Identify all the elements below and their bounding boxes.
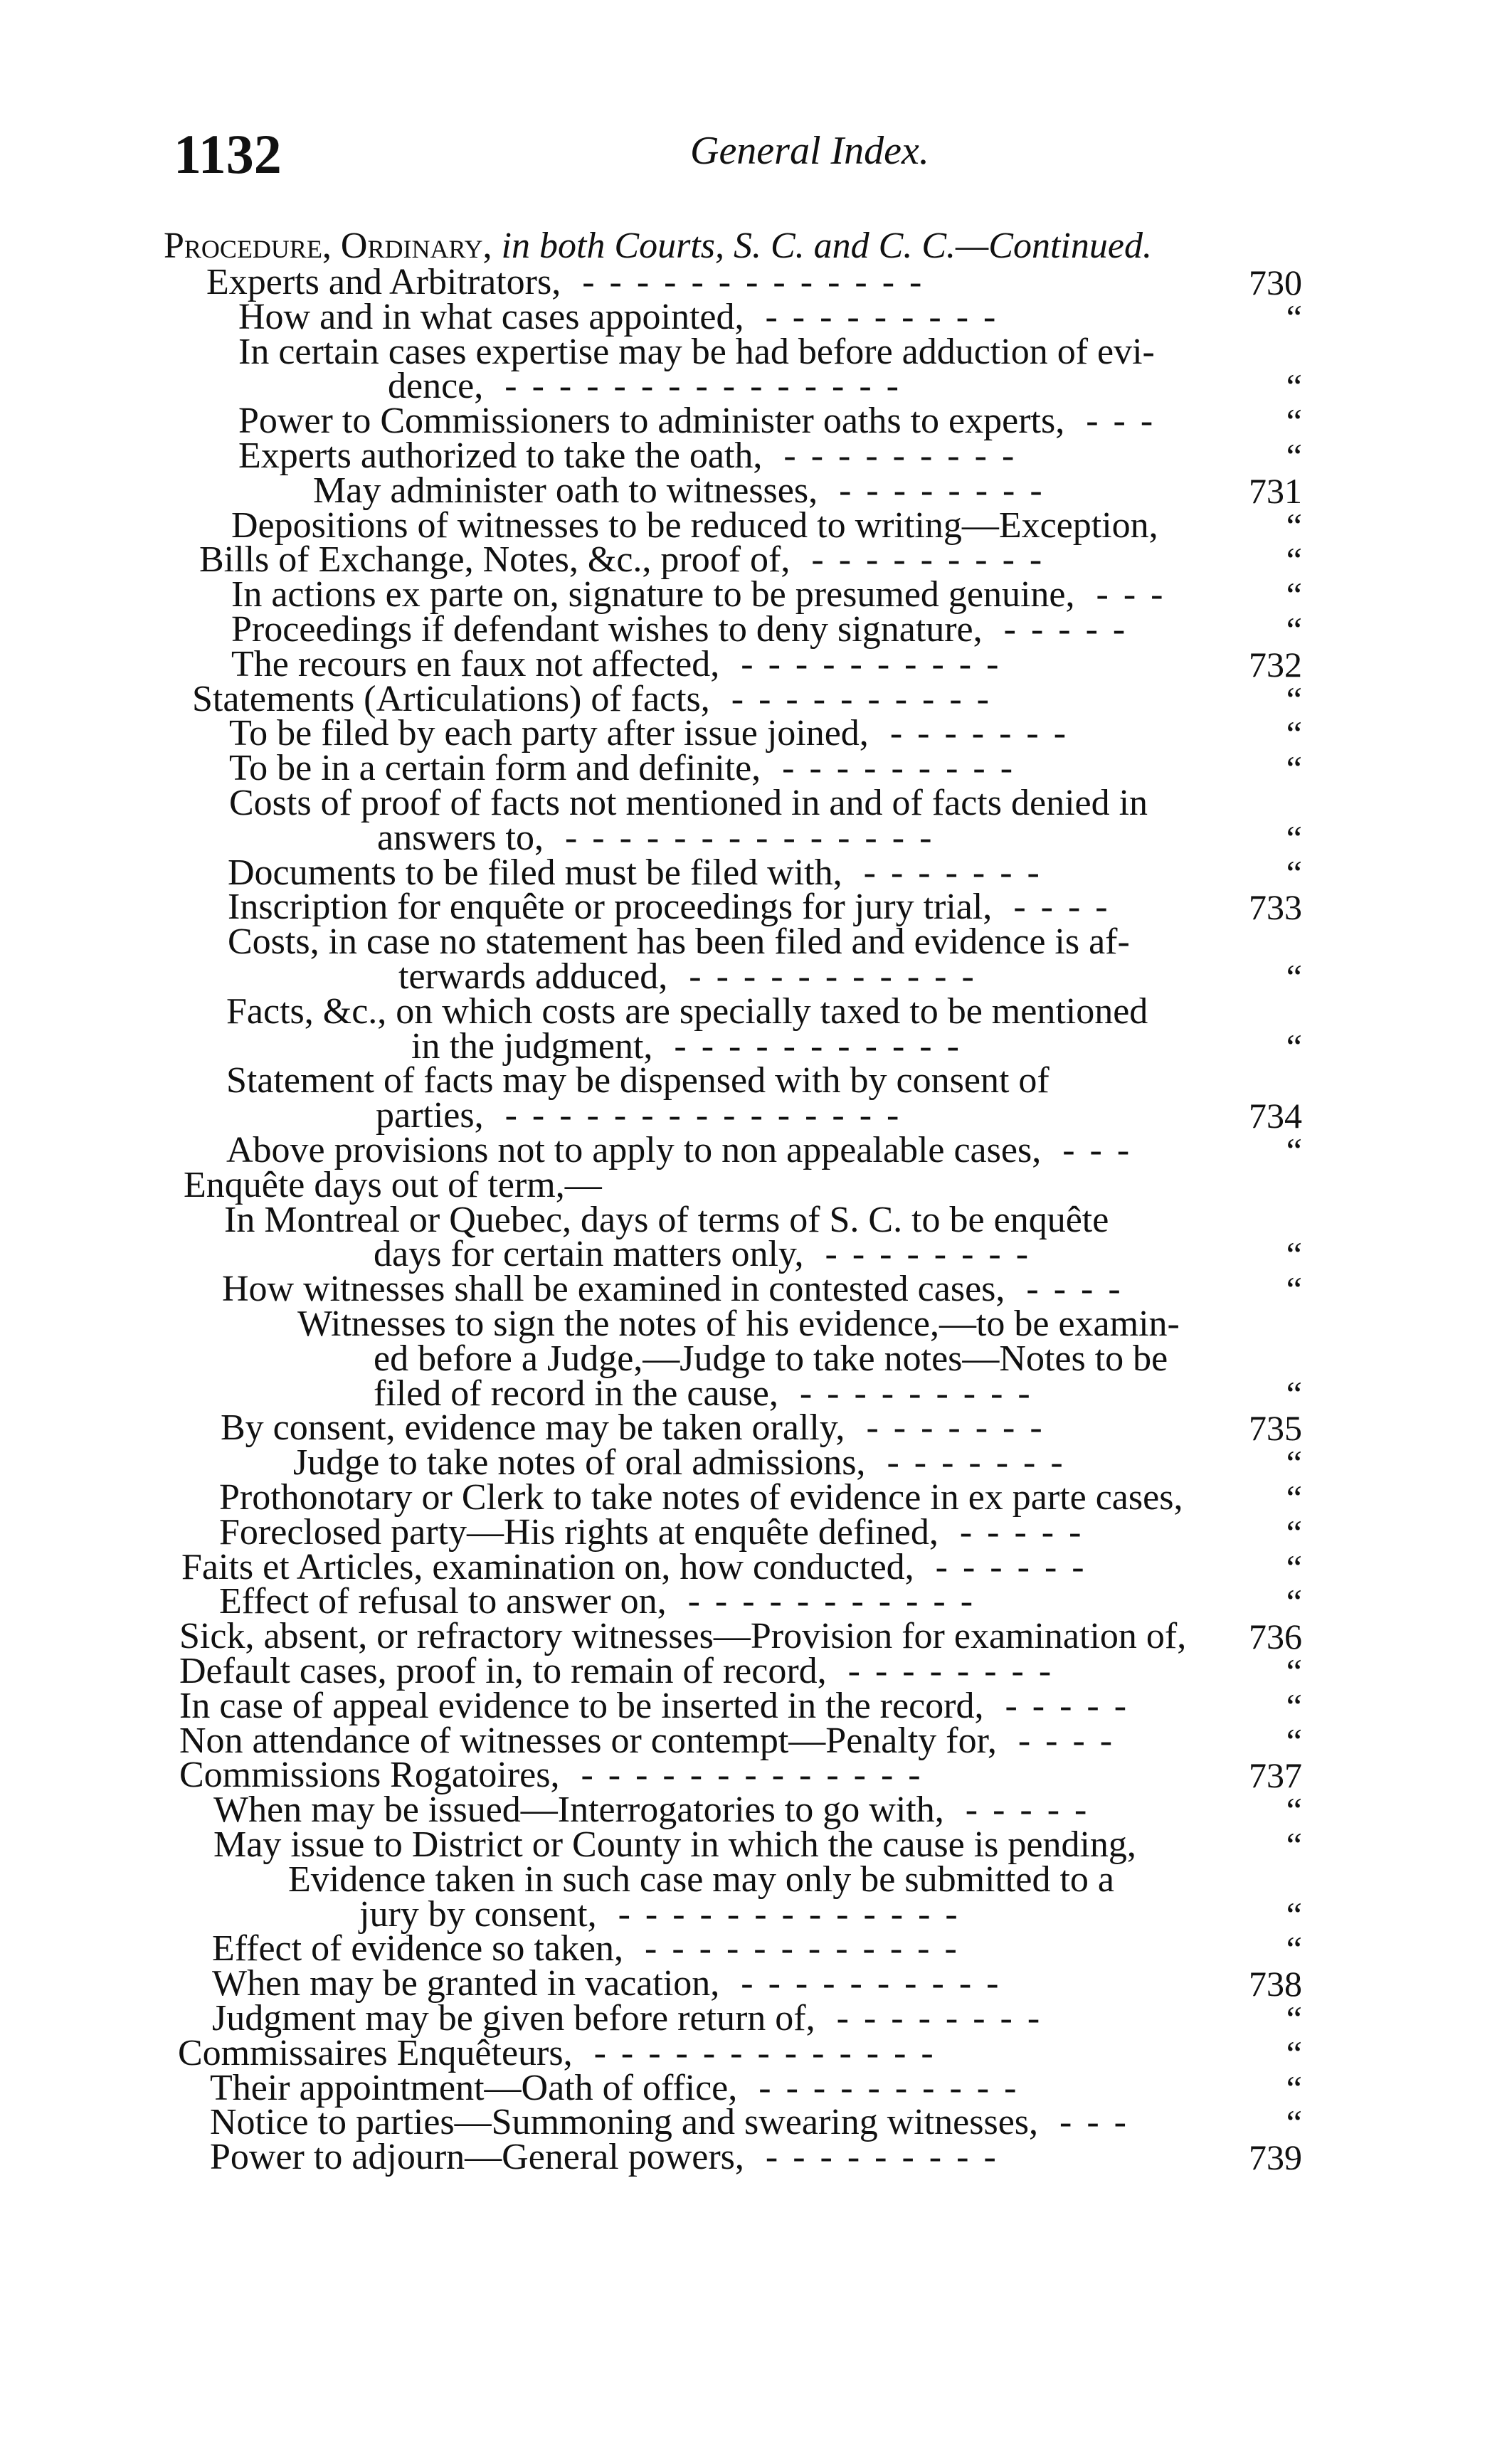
dot-leader: - - - - - - - bbox=[887, 1442, 1066, 1483]
dot-leader: - - - - bbox=[1013, 887, 1111, 927]
page-reference: “ bbox=[1286, 436, 1302, 476]
page-reference: “ bbox=[1286, 853, 1302, 893]
entry-text: In case of appeal evidence to be inserted in the record, bbox=[179, 1686, 984, 1726]
dot-leader: - - - - - - - - - - - - - - - bbox=[504, 366, 902, 406]
dot-leader: - - - - - - - - - - - - - - bbox=[564, 818, 935, 858]
page-reference: “ bbox=[1286, 1790, 1302, 1830]
entry-text: Inscription for enquête or proceedings for jury trial, bbox=[228, 887, 993, 927]
index-entry bbox=[231, 576, 1302, 614]
index-entry bbox=[178, 2034, 1302, 2073]
page-reference: 733 bbox=[1249, 887, 1302, 927]
page-reference: 735 bbox=[1249, 1408, 1302, 1448]
page-reference: “ bbox=[1286, 401, 1302, 441]
index-entry bbox=[210, 2103, 1302, 2142]
entry-text: Their appointment—Oath of office, bbox=[210, 2068, 738, 2108]
dot-leader: - - - - - - - - - - bbox=[731, 679, 992, 719]
entry-text: By consent, evidence may be taken orally, bbox=[221, 1407, 845, 1448]
page-number: 1132 bbox=[174, 123, 282, 185]
page-reference: “ bbox=[1286, 1235, 1302, 1274]
entry-text: Enquête days out of term,— bbox=[184, 1165, 602, 1205]
entry-text: Non attendance of witnesses or contempt—Penalty for, bbox=[179, 1720, 997, 1761]
page-reference: “ bbox=[1286, 957, 1302, 997]
entry-text: To be filed by each party after issue joined, bbox=[229, 713, 869, 754]
index-entry bbox=[388, 367, 1302, 406]
entry-text: Faits et Articles, examination on, how conducted, bbox=[181, 1547, 914, 1587]
entry-text: Sick, absent, or refractory witnesses—Provision for examination of, bbox=[179, 1616, 1187, 1656]
index-entry bbox=[293, 1444, 1302, 1482]
page-reference: “ bbox=[1286, 2103, 1302, 2142]
dot-leader: - - - - bbox=[1026, 1269, 1124, 1309]
page-reference: 737 bbox=[1249, 1755, 1302, 1795]
page-reference: 738 bbox=[1249, 1964, 1302, 2004]
dot-leader: - - - - - bbox=[965, 1790, 1090, 1830]
index-entry bbox=[398, 958, 1302, 996]
index-entry bbox=[376, 1096, 1302, 1135]
dot-leader: - - - - - - - - - bbox=[782, 748, 1016, 788]
entry-text: How and in what cases appointed, bbox=[238, 297, 744, 337]
page-reference: 736 bbox=[1249, 1617, 1302, 1656]
page-reference: “ bbox=[1286, 2068, 1302, 2108]
page-reference: “ bbox=[1286, 1825, 1302, 1865]
dot-leader: - - - bbox=[1086, 401, 1156, 441]
entry-text: Power to adjourn—General powers, bbox=[210, 2137, 744, 2177]
entry-text: Above provisions not to apply to non appealable cases, bbox=[226, 1130, 1042, 1170]
page-reference: “ bbox=[1286, 1999, 1302, 2039]
page-reference: “ bbox=[1286, 1929, 1302, 1969]
index-entry bbox=[238, 298, 1302, 337]
index-entry bbox=[213, 1826, 1302, 1864]
page-reference: “ bbox=[1286, 749, 1302, 788]
page-reference: “ bbox=[1286, 1548, 1302, 1587]
entry-text: Experts and Arbitrators, bbox=[206, 262, 561, 302]
index-entry bbox=[238, 437, 1302, 475]
index-entry bbox=[210, 2138, 1302, 2177]
index-entry bbox=[219, 1582, 1302, 1621]
dot-leader: - - - - - - - - - bbox=[765, 2137, 999, 2177]
entry-text: How witnesses shall be examined in contested cases, bbox=[222, 1269, 1005, 1309]
page-reference: “ bbox=[1286, 1895, 1302, 1935]
dot-leader: - - - - - - - - - - - - - - - bbox=[504, 1095, 902, 1136]
section-title-rest: S. C. and C. C.—Continued. bbox=[734, 226, 1152, 266]
entry-text: Effect of evidence so taken, bbox=[212, 1928, 623, 1969]
dot-leader: - - - - - - - - - - bbox=[758, 2068, 1020, 2108]
entry-text: Judge to take notes of oral admissions, bbox=[293, 1442, 866, 1483]
index-entry bbox=[213, 1791, 1302, 1829]
dot-leader: - - - bbox=[1059, 2102, 1129, 2142]
index-entry bbox=[212, 1965, 1302, 2003]
section-title-italic: in both Courts, bbox=[501, 226, 724, 266]
page-reference: “ bbox=[1286, 1651, 1302, 1691]
page-reference: “ bbox=[1286, 2034, 1302, 2073]
page-reference: “ bbox=[1286, 575, 1302, 615]
index-entry bbox=[297, 1305, 1302, 1343]
dot-leader: - - - - - - - - - bbox=[783, 435, 1017, 476]
entry-text: Proceedings if defendant wishes to deny signature, bbox=[231, 609, 983, 650]
index-entry bbox=[288, 1861, 1302, 1899]
entry-text: in the judgment, bbox=[411, 1026, 653, 1067]
index-entry bbox=[228, 888, 1302, 926]
index-entry bbox=[229, 714, 1302, 753]
page-reference: “ bbox=[1286, 1513, 1302, 1553]
index-entry bbox=[226, 993, 1302, 1031]
entry-text: In actions ex parte on, signature to be presumed genuine, bbox=[231, 574, 1075, 615]
dot-leader: - - - - - - - - bbox=[836, 1998, 1043, 2039]
entry-text: Foreclosed party—His rights at enquête defined, bbox=[219, 1512, 939, 1553]
page-reference: “ bbox=[1286, 818, 1302, 858]
index-entry bbox=[179, 1756, 1302, 1794]
entry-text: days for certain matters only, bbox=[374, 1234, 804, 1274]
dot-leader: - - - - - - - - - - - - - bbox=[593, 2033, 936, 2073]
dot-leader: - - - - - - - bbox=[866, 1407, 1045, 1448]
dot-leader: - - - - - - - - bbox=[847, 1651, 1054, 1691]
page-reference: “ bbox=[1286, 714, 1302, 754]
index-entry bbox=[179, 1687, 1302, 1725]
entry-text: Effect of refusal to answer on, bbox=[219, 1581, 667, 1622]
dot-leader: - - - - - - - - - bbox=[799, 1373, 1033, 1414]
entry-text: Bills of Exchange, Notes, &c., proof of, bbox=[199, 539, 791, 580]
page-reference: “ bbox=[1286, 297, 1302, 337]
dot-leader: - - - - - - bbox=[935, 1547, 1087, 1587]
index-entry bbox=[184, 1166, 1302, 1205]
index-entry bbox=[231, 645, 1302, 684]
index-entry bbox=[179, 1617, 1302, 1656]
entry-text: answers to, bbox=[377, 818, 544, 858]
entry-text: Experts authorized to take the oath, bbox=[238, 435, 763, 476]
dot-leader: - - - bbox=[1062, 1130, 1133, 1170]
entry-text: May issue to District or County in which the cause is pending, bbox=[213, 1824, 1136, 1865]
dot-leader: - - - - - - - - - - - bbox=[674, 1026, 962, 1067]
dot-leader: - - - - - - - - - bbox=[811, 539, 1045, 580]
entry-text: Commissaires Enquêteurs, bbox=[178, 2033, 573, 2073]
entry-text: When may be granted in vacation, bbox=[212, 1963, 720, 2004]
dot-leader: - - - - - - - - - - - - - bbox=[582, 262, 925, 302]
entry-text: In certain cases expertise may be had before adduction of evi- bbox=[238, 332, 1155, 372]
page-reference: 732 bbox=[1249, 645, 1302, 684]
index-entry bbox=[221, 1409, 1302, 1447]
dot-leader: - - - - - - - - - - - bbox=[689, 956, 977, 997]
index-entry bbox=[229, 784, 1302, 823]
dot-leader: - - - - - - - - - - bbox=[741, 1963, 1002, 2004]
entry-text: Judgment may be given before return of, bbox=[212, 1998, 815, 2039]
dot-leader: - - - - - - - bbox=[889, 713, 1069, 754]
dot-leader: - - - - - - - - - - - bbox=[687, 1581, 976, 1622]
dot-leader: - - - - - bbox=[959, 1512, 1084, 1553]
entry-text: Evidence taken in such case may only be submitted to a bbox=[288, 1859, 1114, 1900]
index-entry bbox=[219, 1513, 1302, 1552]
index-entry bbox=[313, 472, 1302, 510]
entry-text: Costs, in case no statement has been filed and evidence is af- bbox=[228, 921, 1130, 962]
index-entry bbox=[219, 1479, 1302, 1517]
index-entry bbox=[222, 1270, 1302, 1309]
index-entry bbox=[229, 749, 1302, 788]
dot-leader: - - - bbox=[1096, 574, 1166, 615]
page-reference: “ bbox=[1286, 1582, 1302, 1622]
dot-leader: - - - - - bbox=[1003, 609, 1128, 650]
page-reference: 734 bbox=[1249, 1096, 1302, 1136]
section-title-smallcaps: Procedure, Ordinary, bbox=[164, 226, 492, 266]
index-entry bbox=[179, 1652, 1302, 1691]
page-reference: “ bbox=[1286, 506, 1302, 546]
entry-text: When may be issued—Interrogatories to go with, bbox=[213, 1790, 944, 1830]
section-heading bbox=[164, 225, 1152, 267]
entry-text: Statement of facts may be dispensed with by consent of bbox=[226, 1060, 1050, 1101]
index-entry bbox=[374, 1340, 1302, 1378]
page-reference: “ bbox=[1286, 366, 1302, 406]
entry-text: Costs of proof of facts not mentioned in and of facts denied in bbox=[229, 783, 1148, 823]
entry-text: Commissions Rogatoires, bbox=[179, 1755, 560, 1795]
dot-leader: - - - - bbox=[1017, 1720, 1116, 1761]
index-entry bbox=[212, 1999, 1302, 2038]
entry-text: Power to Commissioners to administer oaths to experts, bbox=[238, 401, 1065, 441]
entry-text: Witnesses to sign the notes of his evidence,—to be examin- bbox=[297, 1304, 1180, 1344]
page-reference: “ bbox=[1286, 1374, 1302, 1414]
entry-text: May administer oath to witnesses, bbox=[313, 470, 818, 511]
running-title: General Index. bbox=[690, 129, 929, 173]
page-reference: “ bbox=[1286, 1478, 1302, 1518]
dot-leader: - - - - - bbox=[1005, 1686, 1130, 1726]
entry-text: parties, bbox=[376, 1095, 484, 1136]
index-entry bbox=[228, 923, 1302, 961]
entry-text: To be in a certain form and definite, bbox=[229, 748, 761, 788]
dot-leader: - - - - - - - bbox=[863, 852, 1042, 893]
dot-leader: - - - - - - - - - - - - bbox=[645, 1928, 960, 1969]
entry-text: terwards adduced, bbox=[398, 956, 668, 997]
entry-text: Statements (Articulations) of facts, bbox=[192, 679, 710, 719]
entry-text: jury by consent, bbox=[359, 1894, 597, 1935]
entry-text: Depositions of witnesses to be reduced to writing—Exception, bbox=[231, 505, 1158, 546]
page-reference: 731 bbox=[1249, 471, 1302, 511]
page-reference: “ bbox=[1286, 1686, 1302, 1726]
index-entry bbox=[377, 819, 1302, 857]
index-entry bbox=[231, 610, 1302, 649]
page-reference: 739 bbox=[1249, 2137, 1302, 2177]
index-entry bbox=[238, 402, 1302, 440]
index-entry bbox=[374, 1235, 1302, 1274]
page-reference: “ bbox=[1286, 610, 1302, 650]
index-entry bbox=[226, 1131, 1302, 1170]
entry-text: dence, bbox=[388, 366, 484, 406]
entry-text: In Montreal or Quebec, days of terms of S. C. to be enquête bbox=[224, 1200, 1109, 1240]
entry-text: ed before a Judge,—Judge to take notes—Notes to be bbox=[374, 1338, 1168, 1379]
entry-text: Facts, &c., on which costs are specially taxed to be mentioned bbox=[226, 991, 1148, 1032]
entry-text: Default cases, proof in, to remain of record, bbox=[179, 1651, 827, 1691]
index-entry bbox=[226, 1062, 1302, 1100]
dot-leader: - - - - - - - - - - bbox=[741, 644, 1002, 684]
page-reference: “ bbox=[1286, 1269, 1302, 1309]
index-entry bbox=[212, 1930, 1302, 1968]
entry-text: filed of record in the cause, bbox=[374, 1373, 778, 1414]
dot-leader: - - - - - - - - - - - - - bbox=[618, 1894, 961, 1935]
entry-text: Notice to parties—Summoning and swearing witnesses, bbox=[210, 2102, 1039, 2142]
entry-text: Prothonotary or Clerk to take notes of evidence in ex parte cases, bbox=[219, 1477, 1183, 1518]
page-reference: “ bbox=[1286, 1131, 1302, 1170]
page-reference: “ bbox=[1286, 680, 1302, 719]
dot-leader: - - - - - - - - bbox=[825, 1234, 1032, 1274]
entry-text: Documents to be filed must be filed with, bbox=[228, 852, 842, 893]
page-reference: 730 bbox=[1249, 263, 1302, 302]
page-reference: “ bbox=[1286, 1443, 1302, 1483]
dot-leader: - - - - - - - - - bbox=[765, 297, 999, 337]
page-reference: “ bbox=[1286, 1721, 1302, 1761]
page-reference: “ bbox=[1286, 1027, 1302, 1067]
dot-leader: - - - - - - - - bbox=[839, 470, 1045, 511]
index-entry bbox=[199, 541, 1302, 579]
page-reference: “ bbox=[1286, 540, 1302, 580]
dot-leader: - - - - - - - - - - - - - bbox=[581, 1755, 924, 1795]
index-entry bbox=[206, 263, 1302, 302]
entry-text: The recours en faux not affected, bbox=[231, 644, 720, 684]
